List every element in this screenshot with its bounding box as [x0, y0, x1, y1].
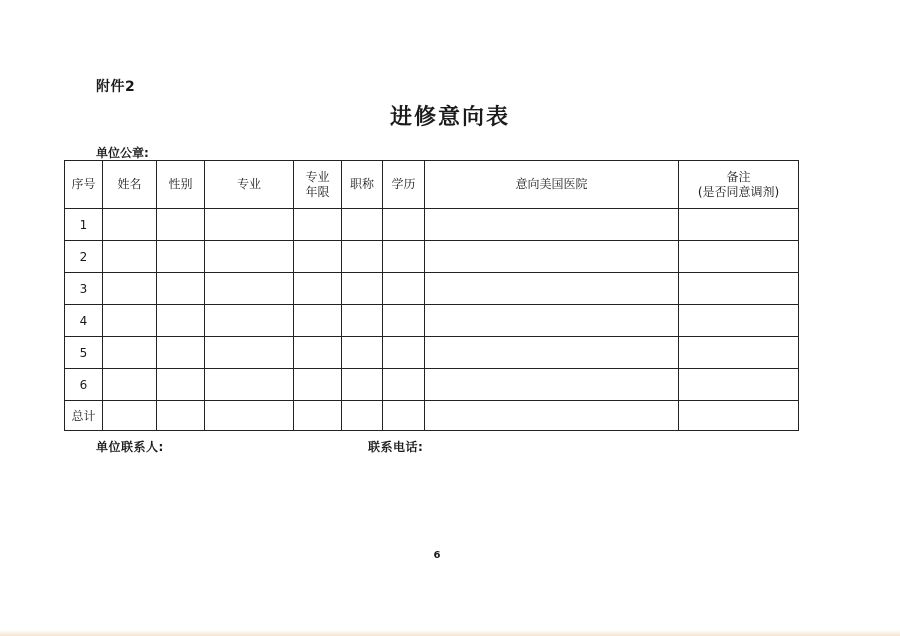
cell-remark — [679, 209, 799, 241]
header-remark-line2: (是否同意调剂) — [697, 184, 780, 199]
table-row — [65, 241, 799, 273]
cell-education — [383, 401, 425, 431]
cell-years — [294, 401, 342, 431]
header-name: 姓名 — [103, 161, 157, 209]
cell-name — [103, 241, 157, 273]
cell-name — [103, 209, 157, 241]
table-total-row — [65, 401, 799, 431]
cell-education — [383, 209, 425, 241]
cell-title — [342, 369, 383, 401]
cell-name — [103, 369, 157, 401]
cell-remark — [679, 337, 799, 369]
row-seq: 1 — [65, 209, 103, 241]
scan-edge-shadow — [0, 630, 900, 636]
header-years-line2: 年限 — [305, 184, 330, 199]
header-hospital: 意向美国医院 — [425, 161, 679, 209]
cell-hospital — [425, 337, 679, 369]
cell-major — [205, 369, 294, 401]
cell-major — [205, 241, 294, 273]
cell-education — [383, 305, 425, 337]
header-remark-line1: 备注 — [726, 169, 751, 184]
cell-hospital — [425, 209, 679, 241]
header-education: 学历 — [383, 161, 425, 209]
cell-major — [205, 401, 294, 431]
cell-title — [342, 337, 383, 369]
table-row — [65, 273, 799, 305]
cell-hospital — [425, 273, 679, 305]
cell-education — [383, 369, 425, 401]
table-row — [65, 369, 799, 401]
cell-remark — [679, 401, 799, 431]
cell-major — [205, 273, 294, 305]
intention-table — [64, 160, 799, 431]
seal-label: 单位公章: — [96, 146, 149, 160]
cell-name — [103, 305, 157, 337]
cell-gender — [157, 209, 205, 241]
contact-person-label: 单位联系人: — [96, 440, 164, 454]
cell-gender — [157, 273, 205, 305]
cell-remark — [679, 369, 799, 401]
cell-years — [294, 209, 342, 241]
cell-hospital — [425, 305, 679, 337]
cell-gender — [157, 305, 205, 337]
row-seq: 5 — [65, 337, 103, 369]
table-row — [65, 337, 799, 369]
cell-years — [294, 273, 342, 305]
cell-hospital — [425, 401, 679, 431]
table-row — [65, 305, 799, 337]
cell-years — [294, 369, 342, 401]
cell-education — [383, 273, 425, 305]
header-title: 职称 — [342, 161, 383, 209]
cell-title — [342, 241, 383, 273]
cell-title — [342, 209, 383, 241]
header-gender: 性别 — [157, 161, 205, 209]
cell-remark — [679, 305, 799, 337]
cell-title — [342, 273, 383, 305]
cell-title — [342, 305, 383, 337]
total-label: 总计 — [65, 401, 103, 431]
cell-gender — [157, 241, 205, 273]
attachment-label: 附件2 — [96, 79, 136, 95]
cell-name — [103, 401, 157, 431]
row-seq: 3 — [65, 273, 103, 305]
header-years — [294, 161, 342, 209]
cell-years — [294, 241, 342, 273]
cell-name — [103, 273, 157, 305]
cell-hospital — [425, 241, 679, 273]
cell-remark — [679, 241, 799, 273]
header-remark — [679, 161, 799, 209]
cell-gender — [157, 337, 205, 369]
table-row — [65, 209, 799, 241]
cell-major — [205, 337, 294, 369]
cell-major — [205, 305, 294, 337]
cell-remark — [679, 273, 799, 305]
row-seq: 2 — [65, 241, 103, 273]
row-seq: 4 — [65, 305, 103, 337]
cell-title — [342, 401, 383, 431]
cell-gender — [157, 369, 205, 401]
header-major: 专业 — [205, 161, 294, 209]
cell-education — [383, 337, 425, 369]
header-seq: 序号 — [65, 161, 103, 209]
cell-name — [103, 337, 157, 369]
page-number: 6 — [433, 550, 441, 561]
cell-hospital — [425, 369, 679, 401]
cell-major — [205, 209, 294, 241]
cell-gender — [157, 401, 205, 431]
cell-years — [294, 305, 342, 337]
row-seq: 6 — [65, 369, 103, 401]
cell-education — [383, 241, 425, 273]
cell-years — [294, 337, 342, 369]
page-title: 进修意向表 — [389, 105, 510, 130]
header-years-line1: 专业 — [305, 169, 330, 184]
table-header-row — [65, 161, 799, 209]
contact-phone-label: 联系电话: — [368, 440, 424, 454]
